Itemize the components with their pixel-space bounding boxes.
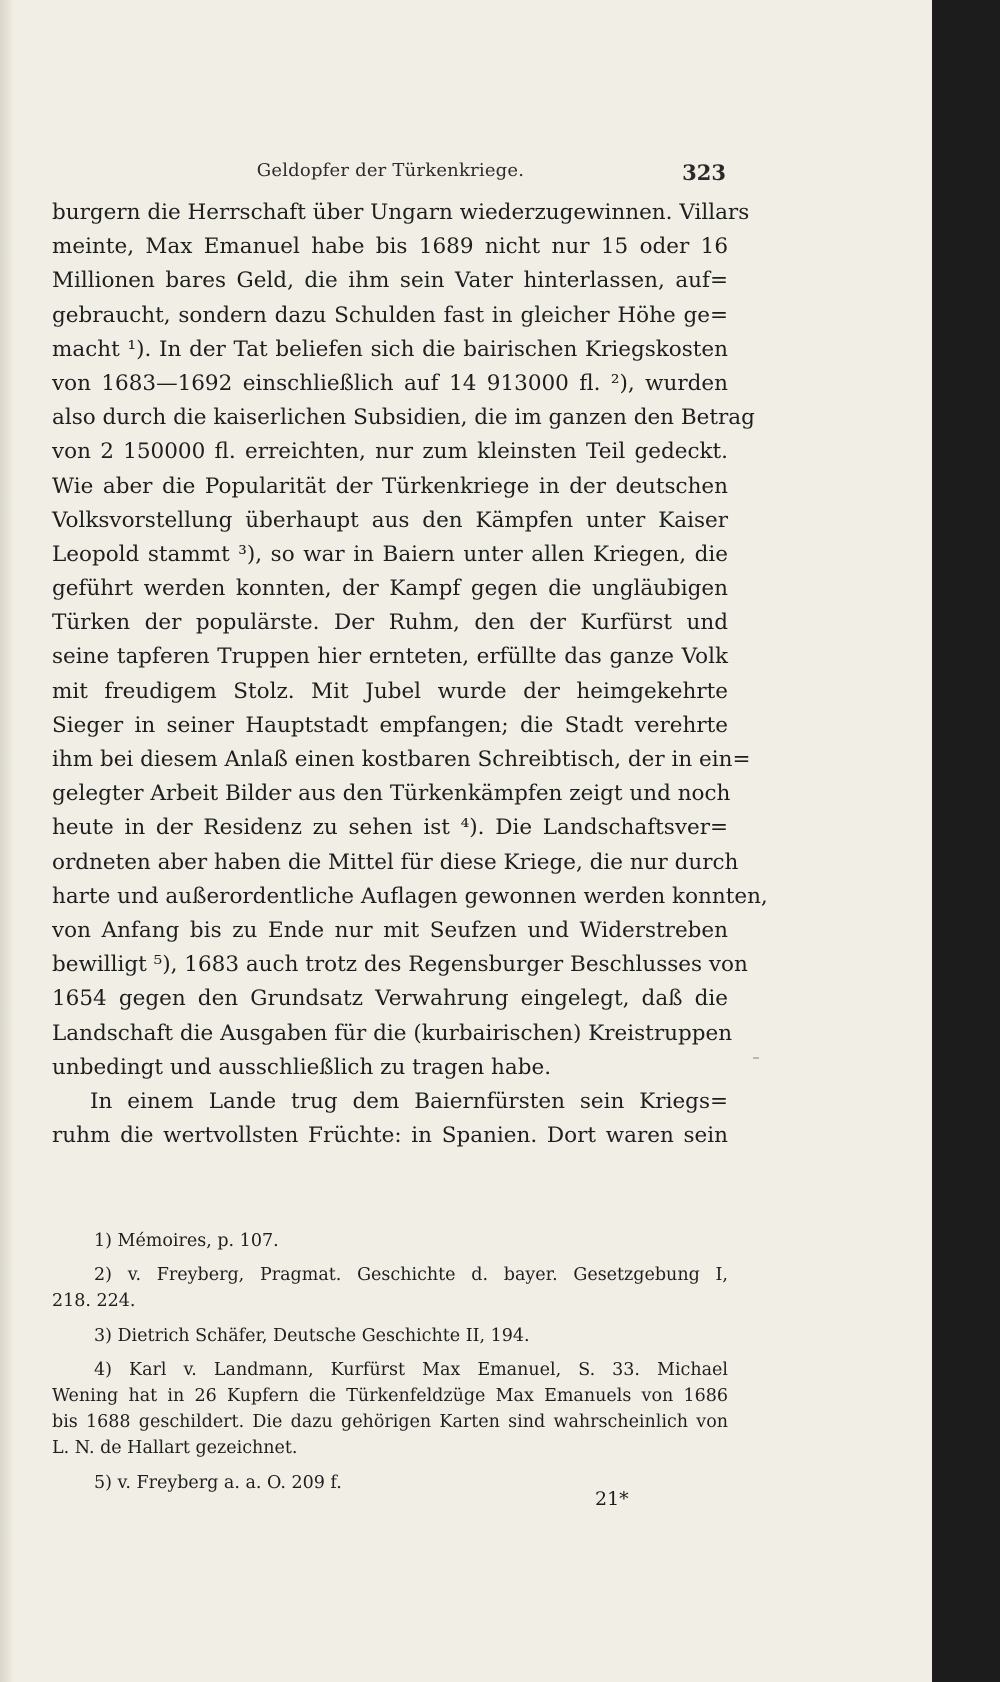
footnote-3: 3) Dietrich Schäfer, Deutsche Geschichte II, 194. [94, 1325, 530, 1346]
paragraph-start-line: In einem Lande trug dem Baiernfürsten sein Kriegs= [90, 1088, 728, 1114]
text-line: Millionen bares Geld, die ihm sein Vater hinterlassen, auf= [52, 268, 728, 294]
footnote-2-continuation: 218. 224. [52, 1291, 136, 1312]
text-line: also durch die kaiserlichen Subsidien, die im ganzen den Betrag [52, 405, 755, 431]
text-line: heute in der Residenz zu sehen ist ⁴). Die Landschaftsver= [52, 815, 728, 841]
print-mark [753, 1057, 759, 1059]
text-line: meinte, Max Emanuel habe bis 1689 nicht nur 15 oder 16 [52, 234, 728, 260]
footnote-5: 5) v. Freyberg a. a. O. 209 f. [94, 1472, 342, 1493]
text-line: ruhm die wertvollsten Früchte: in Spanien. Dort waren sein [52, 1123, 728, 1149]
text-line: Landschaft die Ausgaben für die (kurbairischen) Kreistruppen [52, 1020, 733, 1046]
text-line: von 1683—1692 einschließlich auf 14 913000 fl. ²), wurden [52, 370, 728, 396]
text-line: gebraucht, sondern dazu Schulden fast in gleicher Höhe ge= [52, 302, 728, 328]
text-line: geführt werden konnten, der Kampf gegen die ungläubigen [52, 576, 728, 602]
text-line: Volksvorstellung überhaupt aus den Kämpfen unter Kaiser [52, 507, 728, 533]
text-line: gelegter Arbeit Bilder aus den Türkenkämpfen zeigt und noch [52, 781, 731, 807]
text-line: Wie aber die Popularität der Türkenkriege in der deutschen [52, 473, 728, 499]
text-line: mit freudigem Stolz. Mit Jubel wurde der heimgekehrte [52, 678, 728, 704]
text-line: 1654 gegen den Grundsatz Verwahrung eingelegt, daß die [52, 986, 728, 1012]
footnote-4: 4) Karl v. Landmann, Kurfürst Max Emanuel, S. 33. Michael [94, 1359, 728, 1380]
running-title: Geldopfer der Türkenkriege. [256, 160, 525, 181]
footnote-4-continuation: bis 1688 geschildert. Die dazu gehörigen Karten sind wahrscheinlich von [52, 1412, 728, 1433]
page-number: 323 [682, 160, 726, 185]
signature-mark: 21* [595, 1488, 629, 1510]
paragraph-end-line: unbedingt und ausschließlich zu tragen habe. [52, 1054, 552, 1080]
footnote-4-continuation: L. N. de Hallart gezeichnet. [52, 1438, 298, 1459]
text-line: ordneten aber haben die Mittel für diese Kriege, die nur durch [52, 849, 739, 875]
text-line: bewilligt ⁵), 1683 auch trotz des Regensburger Beschlusses von [52, 952, 748, 978]
text-line: Leopold stammt ³), so war in Baiern unter allen Kriegen, die [52, 541, 728, 567]
footnotes [52, 1228, 728, 1496]
text-line: von 2 150000 fl. erreichten, nur zum kleinsten Teil gedeckt. [52, 439, 728, 465]
footnote-4-continuation: Wening hat in 26 Kupfern die Türkenfeldzüge Max Emanuels von 1686 [52, 1385, 728, 1406]
page-edge-shadow [0, 0, 14, 1682]
text-line: von Anfang bis zu Ende nur mit Seufzen und Widerstreben [52, 917, 728, 943]
text-line: seine tapferen Truppen hier ernteten, erfüllte das ganze Volk [52, 644, 728, 670]
footnote-1: 1) Mémoires, p. 107. [94, 1231, 279, 1251]
page-header [55, 160, 726, 186]
text-line: burgern die Herrschaft über Ungarn wiederzugewinnen. Villars [52, 200, 750, 225]
text-line: Sieger in seiner Hauptstadt empfangen; die Stadt verehrte [52, 712, 728, 738]
text-line: macht ¹). In der Tat beliefen sich die bairischen Kriegskosten [52, 336, 728, 362]
text-line: ihm bei diesem Anlaß einen kostbaren Schreibtisch, der in ein= [52, 747, 751, 772]
text-line: Türken der populärste. Der Ruhm, den der Kurfürst und [52, 610, 728, 636]
text-line: harte und außerordentliche Auflagen gewonnen werden konnten, [52, 883, 768, 909]
body-text [52, 196, 768, 1153]
footnote-2: 2) v. Freyberg, Pragmat. Geschichte d. bayer. Gesetzgebung I, [94, 1265, 728, 1286]
